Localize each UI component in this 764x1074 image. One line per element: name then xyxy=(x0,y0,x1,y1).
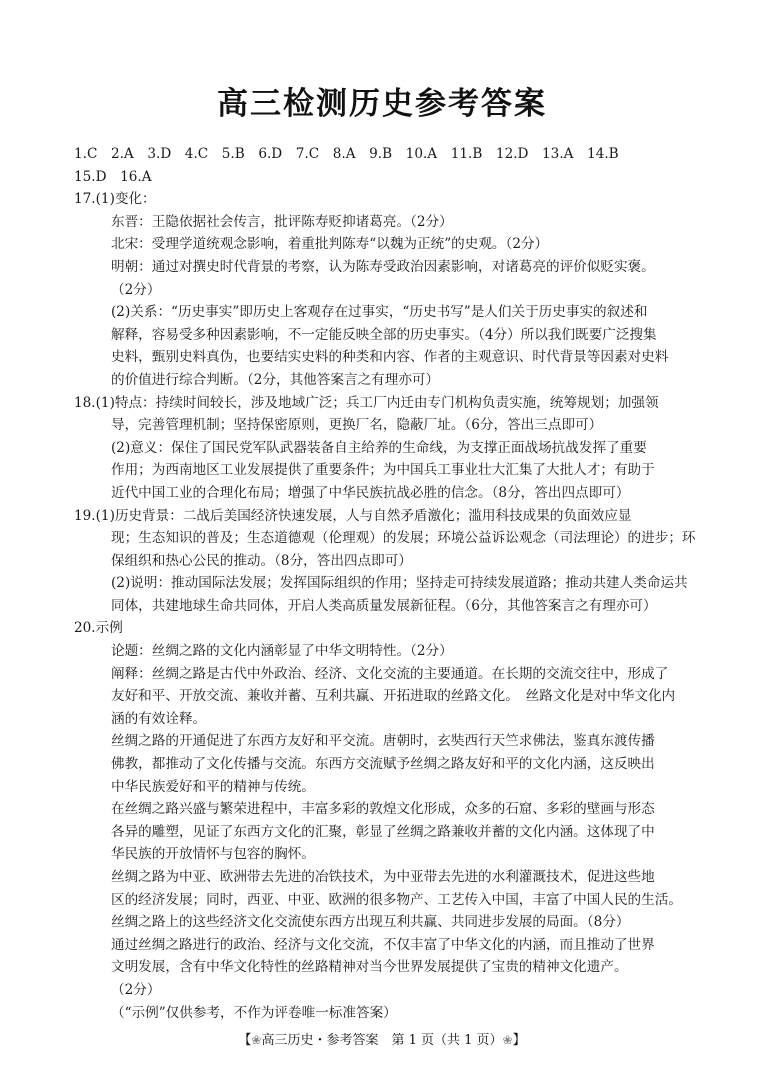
text-line: 区的经济发展；同时，西亚、中亚、欧洲的很多物产、工艺传入中国，丰富了中国人民的生活。 xyxy=(111,891,682,908)
flower-icon: ❀ xyxy=(502,1033,513,1047)
text-line: 佛教，都推动了文化传播与交流。东西方交流赋予丝绸之路友好和平的文化内涵，这反映出 xyxy=(111,756,655,773)
text-line: 现；生态知识的普及；生态道德观（伦理观）的发展；环境公益诉讼观念（司法理论）的进步；环 xyxy=(111,530,696,547)
text-line: 1.C 2.A 3.D 4.C 5.B 6.D 7.C 8.A 9.B 10.A 11.B 12.D 13.A 14.B xyxy=(74,146,619,162)
text-line: 导，完善管理机制；坚持保密原则，更换厂名，隐蔽厂址。（6分，答出三点即可） xyxy=(111,417,603,434)
text-line: 丝绸之路上的这些经济文化交流使东西方出现互利共赢、共同进步发展的局面。（8分） xyxy=(111,914,630,931)
text-line: 20.示例 xyxy=(74,620,123,637)
footer-text: 高三历史・参考答案 第 1 页（共 1 页） xyxy=(261,1033,503,1048)
text-line: 东晋：王隐依据社会传言，批评陈寿贬抑诸葛亮。（2分） xyxy=(111,213,453,230)
text-line: 明朝：通过对撰史时代背景的考察，认为陈寿受政治因素影响，对诸葛亮的评价似贬实褒。 xyxy=(111,258,655,275)
text-line: (2)关系：“历史事实”即历史上客观存在过事实，“历史书写”是人们关于历史事实的叙述和 xyxy=(111,304,648,321)
text-line: 15.D 16.A xyxy=(74,168,152,185)
text-line: 同体，共建地球生命共同体，开启人类高质量发展新征程。（6分，其他答案言之有理亦可） xyxy=(111,597,657,614)
text-line: 通过丝绸之路进行的政治、经济与文化交流，不仅丰富了中华文化的内涵，而且推动了世界 xyxy=(111,936,655,953)
text-line: 华民族的开放情怀与包容的胸怀。 xyxy=(111,846,315,863)
footer-right-bracket: 】 xyxy=(512,1033,526,1048)
text-line: 的价值进行综合判断。（2分，其他答案言之有理亦可） xyxy=(111,371,440,388)
text-line: 丝绸之路为中亚、欧洲带去先进的冶铁技术，为中亚带去先进的水利灌溉技术，促进这些地 xyxy=(111,869,655,885)
text-line: 18.(1)特点：持续时间较长，涉及地域广泛；兵工厂内迁由专门机构负责实施，统筹规划；加强领 xyxy=(74,394,659,411)
text-line: 近代中国工业的合理化布局；增强了中华民族抗战必胜的信念。（8分，答出四点即可） xyxy=(111,484,630,501)
page-footer xyxy=(0,1029,764,1048)
text-line: 史料，甄别史料真伪，也要结实史料的种类和内容、作者的主观意识、时代背景等因素对史料 xyxy=(111,349,669,366)
text-line: 保组织和热心公民的推动。（8分，答出四点即可） xyxy=(111,552,412,569)
page-title: 高三检测历史参考答案 xyxy=(217,86,547,122)
text-line: 在丝绸之路兴盛与繁荣进程中，丰富多彩的敦煌文化形成，众多的石窟、多彩的壁画与形态 xyxy=(111,801,655,818)
text-line: （2分） xyxy=(111,981,161,998)
text-line: (2)说明：推动国际法发展；发挥国际组织的作用；坚持走可持续发展道路；推动共建人类命运共 xyxy=(111,575,688,592)
flower-icon: ❀ xyxy=(251,1033,262,1047)
text-line: 作用；为西南地区工业发展提供了重要条件；为中国兵工事业壮大汇集了大批人才；有助于 xyxy=(111,462,655,479)
text-line: （2分） xyxy=(111,281,161,298)
text-line: 19.(1)历史背景：二战后美国经济快速发展，人与自然矛盾激化；滥用科技成果的负面效应显 xyxy=(74,507,632,524)
text-line: (2)意义：保住了国民党军队武器装备自主给养的生命线，为支撑正面战场抗战发挥了重要 xyxy=(111,439,647,456)
text-line: （“示例”仅供参考，不作为评卷唯一标准答案） xyxy=(111,1004,397,1021)
text-line: 北宋：受理学道统观念影响，着重批判陈寿“以魏为正统”的史观。（2分） xyxy=(111,236,549,253)
text-line: 阐释：丝绸之路是古代中外政治、经济、文化交流的主要通道。在长期的交流交往中，形成了 xyxy=(111,665,669,682)
text-line: 17.(1)变化： xyxy=(74,191,156,208)
text-line: 涵的有效诠释。 xyxy=(111,710,207,727)
text-line: 论题：丝绸之路的文化内涵彰显了中华文明特性。（2分） xyxy=(111,643,453,660)
text-line: 丝绸之路的开通促进了东西方友好和平交流。唐朝时，玄奘西行天竺求佛法，鉴真东渡传播 xyxy=(111,733,655,750)
text-line: 文明发展，含有中华文化特性的丝路精神对当今世界发展提供了宝贵的精神文化遗产。 xyxy=(111,959,628,976)
text-line: 解释，容易受多种因素影响，不一定能反映全部的历史事实。（4分）所以我们既要广泛搜集 xyxy=(111,326,657,343)
text-line: 友好和平、开放交流、兼收并蓄、互利共赢、开拓进取的丝路文化。 丝路文化是对中华文化内 xyxy=(111,688,676,705)
text-line: 各异的雕塑，见证了东西方文化的汇聚，彰显了丝绸之路兼收并蓄的文化内涵。这体现了中 xyxy=(111,823,655,840)
answer-content xyxy=(74,143,696,1024)
footer-left-bracket: 【 xyxy=(238,1033,252,1048)
text-line: 中华民族爱好和平的精神与传统。 xyxy=(111,778,315,795)
